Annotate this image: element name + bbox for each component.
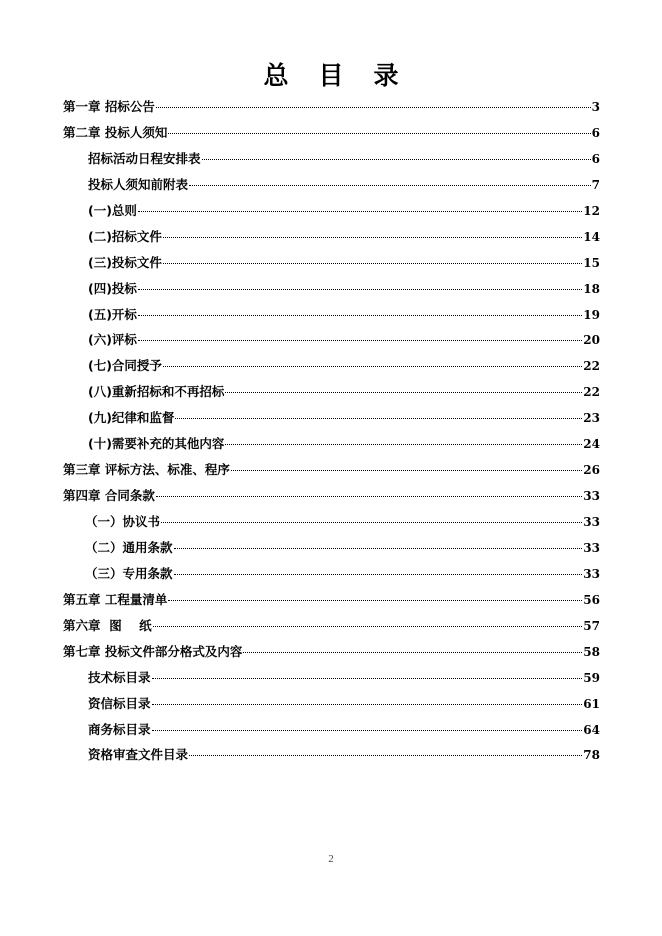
toc-entry-label: (七)合同授予 [88,358,162,374]
dot-leader [174,574,583,575]
toc-entry[interactable] [63,329,600,355]
toc-entry-label: (二)招标文件 [88,228,162,244]
toc-entry-label: （三）专用条款 [85,565,173,581]
toc-entry-page: 6 [591,125,600,140]
dot-leader [138,315,582,316]
toc-entry[interactable] [63,459,600,485]
toc-entry-label: 技术标目录 [88,669,151,685]
toc-entry[interactable] [63,615,600,641]
toc-entry[interactable] [63,667,600,693]
toc-entry-page: 33 [583,540,600,555]
toc-entry[interactable] [63,719,600,745]
dot-leader [243,652,582,653]
toc-entry[interactable] [63,174,600,200]
toc-entry-label: 第五章 工程量清单 [63,591,168,607]
dot-leader [152,678,583,679]
page-number: 2 [328,853,334,865]
toc-entry-page: 26 [583,463,600,478]
toc-entry-label: (五)开标 [88,306,137,322]
toc-entry-label: 第一章 招标公告 [63,99,155,114]
toc-entry-page: 64 [583,722,600,737]
dot-leader [156,496,582,497]
dot-leader [163,237,582,238]
toc-entry-label: (六)评标 [88,332,137,348]
toc-entry-label: (九)纪律和监督 [88,410,175,426]
toc-entry-page: 12 [583,203,600,218]
toc-entry-page: 15 [583,255,600,270]
toc-entry-label: 资信标目录 [88,695,151,711]
toc-entry-page: 22 [583,385,600,400]
toc-entry[interactable] [63,641,600,667]
toc-entry[interactable] [63,200,600,226]
toc-entry[interactable] [63,226,600,252]
toc-entry[interactable] [63,148,600,174]
toc-entry[interactable] [63,537,600,563]
toc-entry[interactable] [63,485,600,511]
toc-entry-label: (三)投标文件 [88,254,162,270]
dot-leader [231,470,582,471]
toc-entry-label: (八)重新招标和不再招标 [88,384,225,400]
toc-entry-page: 59 [583,670,600,685]
toc-entry-page: 18 [583,281,600,296]
toc-entry-page: 56 [583,592,600,607]
dot-leader [163,366,582,367]
toc-entry-page: 22 [583,359,600,374]
page-title: 总目录 [263,61,429,90]
toc-entry-page: 6 [591,151,600,166]
toc-entry-label: (四)投标 [88,280,137,296]
toc-entry[interactable] [63,744,600,770]
toc-entry-page: 33 [583,566,600,581]
toc-entry[interactable] [63,693,600,719]
toc-entry-label: 第三章 评标方法、标准、程序 [63,462,230,478]
toc-entry[interactable] [63,589,600,615]
toc-entry-label: 招标活动日程安排表 [88,150,201,166]
dot-leader [161,522,582,523]
dot-leader [138,289,582,290]
table-of-contents [63,96,600,770]
dot-leader [189,755,582,756]
toc-entry-page: 33 [583,489,600,504]
toc-entry-page: 57 [583,618,600,633]
toc-entry[interactable] [63,355,600,381]
dot-leader [225,392,582,393]
toc-entry-label: （一）协议书 [85,514,161,529]
dot-leader [189,185,591,186]
toc-entry-page: 78 [583,748,600,763]
dot-leader [168,133,590,134]
toc-entry-label: （二）通用条款 [85,539,173,555]
toc-entry-page: 23 [583,411,600,426]
toc-entry-page: 58 [583,644,600,659]
toc-entry[interactable] [63,252,600,278]
toc-entry[interactable] [63,511,600,537]
toc-entry[interactable] [63,96,600,122]
toc-entry-label: 投标人须知前附表 [88,176,189,192]
dot-leader [138,211,582,212]
toc-entry[interactable] [63,433,600,459]
toc-entry[interactable] [63,563,600,589]
toc-entry-label: 资格审查文件目录 [88,747,189,763]
toc-entry[interactable] [63,122,600,148]
toc-entry[interactable] [63,304,600,330]
dot-leader [175,418,582,419]
toc-entry-label: 第二章 投标人须知 [63,124,168,140]
toc-entry-page: 33 [583,515,600,529]
dot-leader [152,730,583,731]
toc-entry-page: 3 [591,100,600,114]
toc-entry[interactable] [63,278,600,304]
dot-leader [152,704,583,705]
toc-entry-label: 商务标目录 [88,721,151,737]
dot-leader [138,340,582,341]
dot-leader [156,107,591,108]
dot-leader [153,626,583,627]
toc-entry[interactable] [63,381,600,407]
toc-entry-page: 20 [583,333,600,348]
dot-leader [225,444,582,445]
toc-entry-page: 24 [583,437,600,452]
toc-entry-page: 7 [591,177,600,192]
dot-leader [163,263,582,264]
dot-leader [202,159,591,160]
toc-entry-page: 19 [583,307,600,322]
toc-entry-label: 第七章 投标文件部分格式及内容 [63,643,243,659]
toc-entry-label: 第六章 图 纸 [63,617,152,633]
toc-entry-page: 61 [583,696,600,711]
dot-leader [168,600,582,601]
toc-entry-page: 14 [583,229,600,244]
toc-entry-label: (一)总则 [88,202,137,218]
toc-entry-label: 第四章 合同条款 [63,488,155,504]
toc-entry-label: (十)需要补充的其他内容 [88,436,225,452]
toc-entry[interactable] [63,407,600,433]
dot-leader [174,548,583,549]
